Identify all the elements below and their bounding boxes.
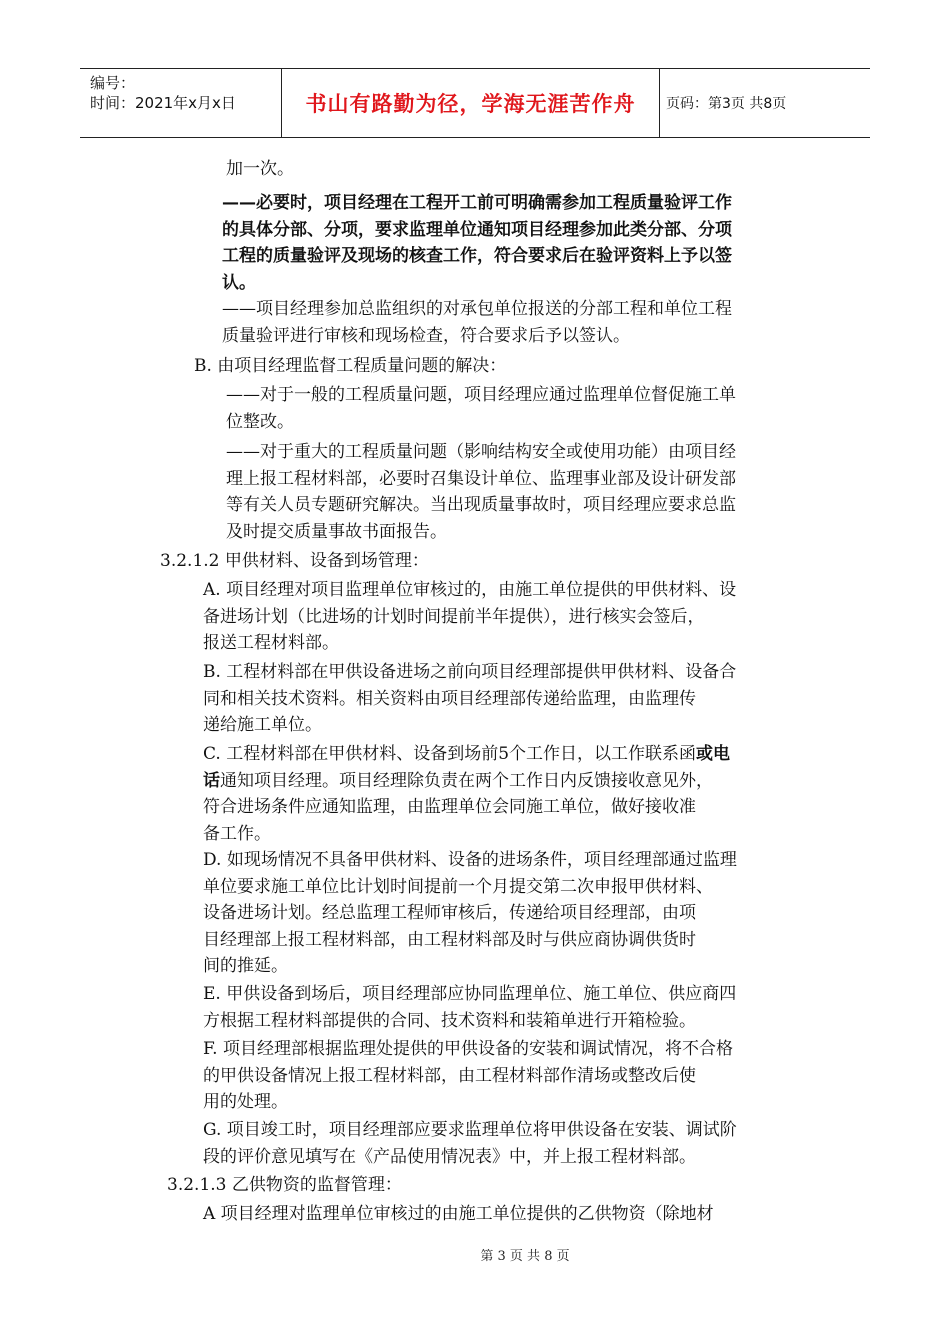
- text-line: 的甲供设备情况上报工程材料部，由工程材料部作清场或整改后使: [203, 1065, 696, 1086]
- text-line: 等有关人员专题研究解决。当出现质量事故时，项目经理应要求总监: [226, 495, 736, 515]
- list-item: [203, 741, 730, 847]
- list-item: [203, 847, 737, 980]
- text-line: 方根据工程材料部提供的合同、技术资料和装箱单进行开箱检验。: [203, 1010, 696, 1031]
- text-line: ——对于一般的工程质量问题，项目经理应通过监理单位督促施工单: [226, 385, 736, 405]
- paragraph: [226, 382, 736, 435]
- text-line: B. 由项目经理监督工程质量问题的解决：: [194, 356, 507, 376]
- text-line: 备工作。: [203, 823, 271, 844]
- number-label: 编号：: [90, 74, 136, 92]
- text-line: A 项目经理对监理单位审核过的由施工单位提供的乙供物资（除地材: [203, 1204, 714, 1224]
- text-line: 位整改。: [226, 411, 294, 432]
- list-item: [203, 981, 736, 1034]
- header-page-cell: [660, 69, 870, 137]
- text-line: 间的推延。: [203, 956, 288, 976]
- item-heading: [194, 353, 506, 380]
- text-line: 段的评价意见填写在《产品使用情况表》中，并上报工程材料部。: [203, 1146, 696, 1167]
- text-line: 认。: [222, 272, 256, 293]
- text-line: E. 甲供设备到场后，项目经理部应协同监理单位、施工单位、供应商四: [203, 984, 737, 1004]
- header-slogan: 书山有路勤为径，学海无涯苦作舟: [305, 92, 636, 116]
- header-slogan-cell: [282, 69, 660, 137]
- text-run: 通知项目经理。项目经理除负责在两个工作日内反馈接收意见外，: [220, 770, 713, 791]
- text-line: 单位要求施工单位比计划时间提前一个月提交第二次申报甲供材料、: [203, 876, 713, 897]
- text-run-lines: [203, 794, 730, 847]
- text-line: 3.2.1.3 乙供物资的监督管理：: [167, 1175, 402, 1195]
- list-item: [203, 1201, 714, 1228]
- header-meta: [80, 69, 282, 137]
- text-line: A. 项目经理对项目监理单位审核过的，由施工单位提供的甲供材料、设: [203, 580, 737, 600]
- paragraph: [222, 296, 732, 349]
- text-line: D. 如现场情况不具备甲供材料、设备的进场条件，项目经理部通过监理: [203, 850, 737, 870]
- text-line: 工程的质量验评及现场的核查工作，符合要求后在验评资料上予以签: [222, 246, 732, 266]
- text-line: 3.2.1.2 甲供材料、设备到场管理：: [160, 551, 429, 571]
- section-heading: [160, 548, 429, 575]
- text-line: 加一次。: [226, 159, 294, 179]
- paragraph-bold: [222, 190, 732, 296]
- text-line: 递给施工单位。: [203, 715, 322, 735]
- text-run-bold: 或电: [696, 744, 731, 764]
- page-footer: [0, 1245, 950, 1264]
- paragraph: [226, 439, 736, 545]
- section-heading: [167, 1172, 402, 1199]
- text-line: 用的处理。: [203, 1092, 288, 1112]
- text-line: 质量验评进行审核和现场检查，符合要求后予以签认。: [222, 325, 630, 346]
- text-line: B. 工程材料部在甲供设备进场之前向项目经理部提供甲供材料、设备合: [203, 662, 737, 682]
- list-item: [203, 659, 736, 739]
- text-line: 设备进场计划。经总监理工程师审核后，传递给项目经理部，由项: [203, 903, 696, 923]
- paragraph: [226, 156, 294, 183]
- text-line: F. 项目经理部根据监理处提供的甲供设备的安装和调试情况，将不合格: [203, 1039, 733, 1059]
- text-line: G. 项目竣工时，项目经理部应要求监理单位将甲供设备在安装、调试阶: [203, 1120, 737, 1140]
- list-item: [203, 1117, 737, 1170]
- text-line: ——项目经理参加总监组织的对承包单位报送的分部工程和单位工程: [222, 299, 732, 319]
- page-indicator: 页码：第3页 共8页: [666, 96, 787, 112]
- text-run-bold: 话: [203, 770, 220, 791]
- page-header: [80, 68, 870, 138]
- list-item: [203, 1036, 733, 1116]
- list-item: [203, 577, 736, 657]
- text-line: 备进场计划（比进场的计划时间提前半年提供），进行核实会签后，: [203, 606, 705, 627]
- date-label: 时间：2021年x月x日: [90, 94, 236, 112]
- text-line: ——必要时，项目经理在工程开工前可明确需参加工程质量验评工作: [222, 193, 732, 213]
- text-line: 及时提交质量事故书面报告。: [226, 521, 447, 542]
- footer-page-number: 第 3 页 共 8 页: [480, 1249, 570, 1264]
- text-run: C. 工程材料部在甲供材料、设备到场前5个工作日，以工作联系函: [203, 744, 697, 764]
- text-line: 理上报工程材料部，必要时召集设计单位、监理事业部及设计研发部: [226, 468, 736, 489]
- text-line: 同和相关技术资料。相关资料由项目经理部传递给监理，由监理传: [203, 688, 696, 709]
- text-line: 目经理部上报工程材料部，由工程材料部及时与供应商协调供货时: [203, 929, 696, 950]
- text-line: 报送工程材料部。: [203, 633, 339, 653]
- text-line: ——对于重大的工程质量问题（影响结构安全或使用功能）由项目经: [226, 442, 736, 462]
- text-line: 符合进场条件应通知监理，由监理单位会同施工单位，做好接收准: [203, 797, 696, 817]
- text-line: 的具体分部、分项，要求监理单位通知项目经理参加此类分部、分项: [222, 219, 732, 240]
